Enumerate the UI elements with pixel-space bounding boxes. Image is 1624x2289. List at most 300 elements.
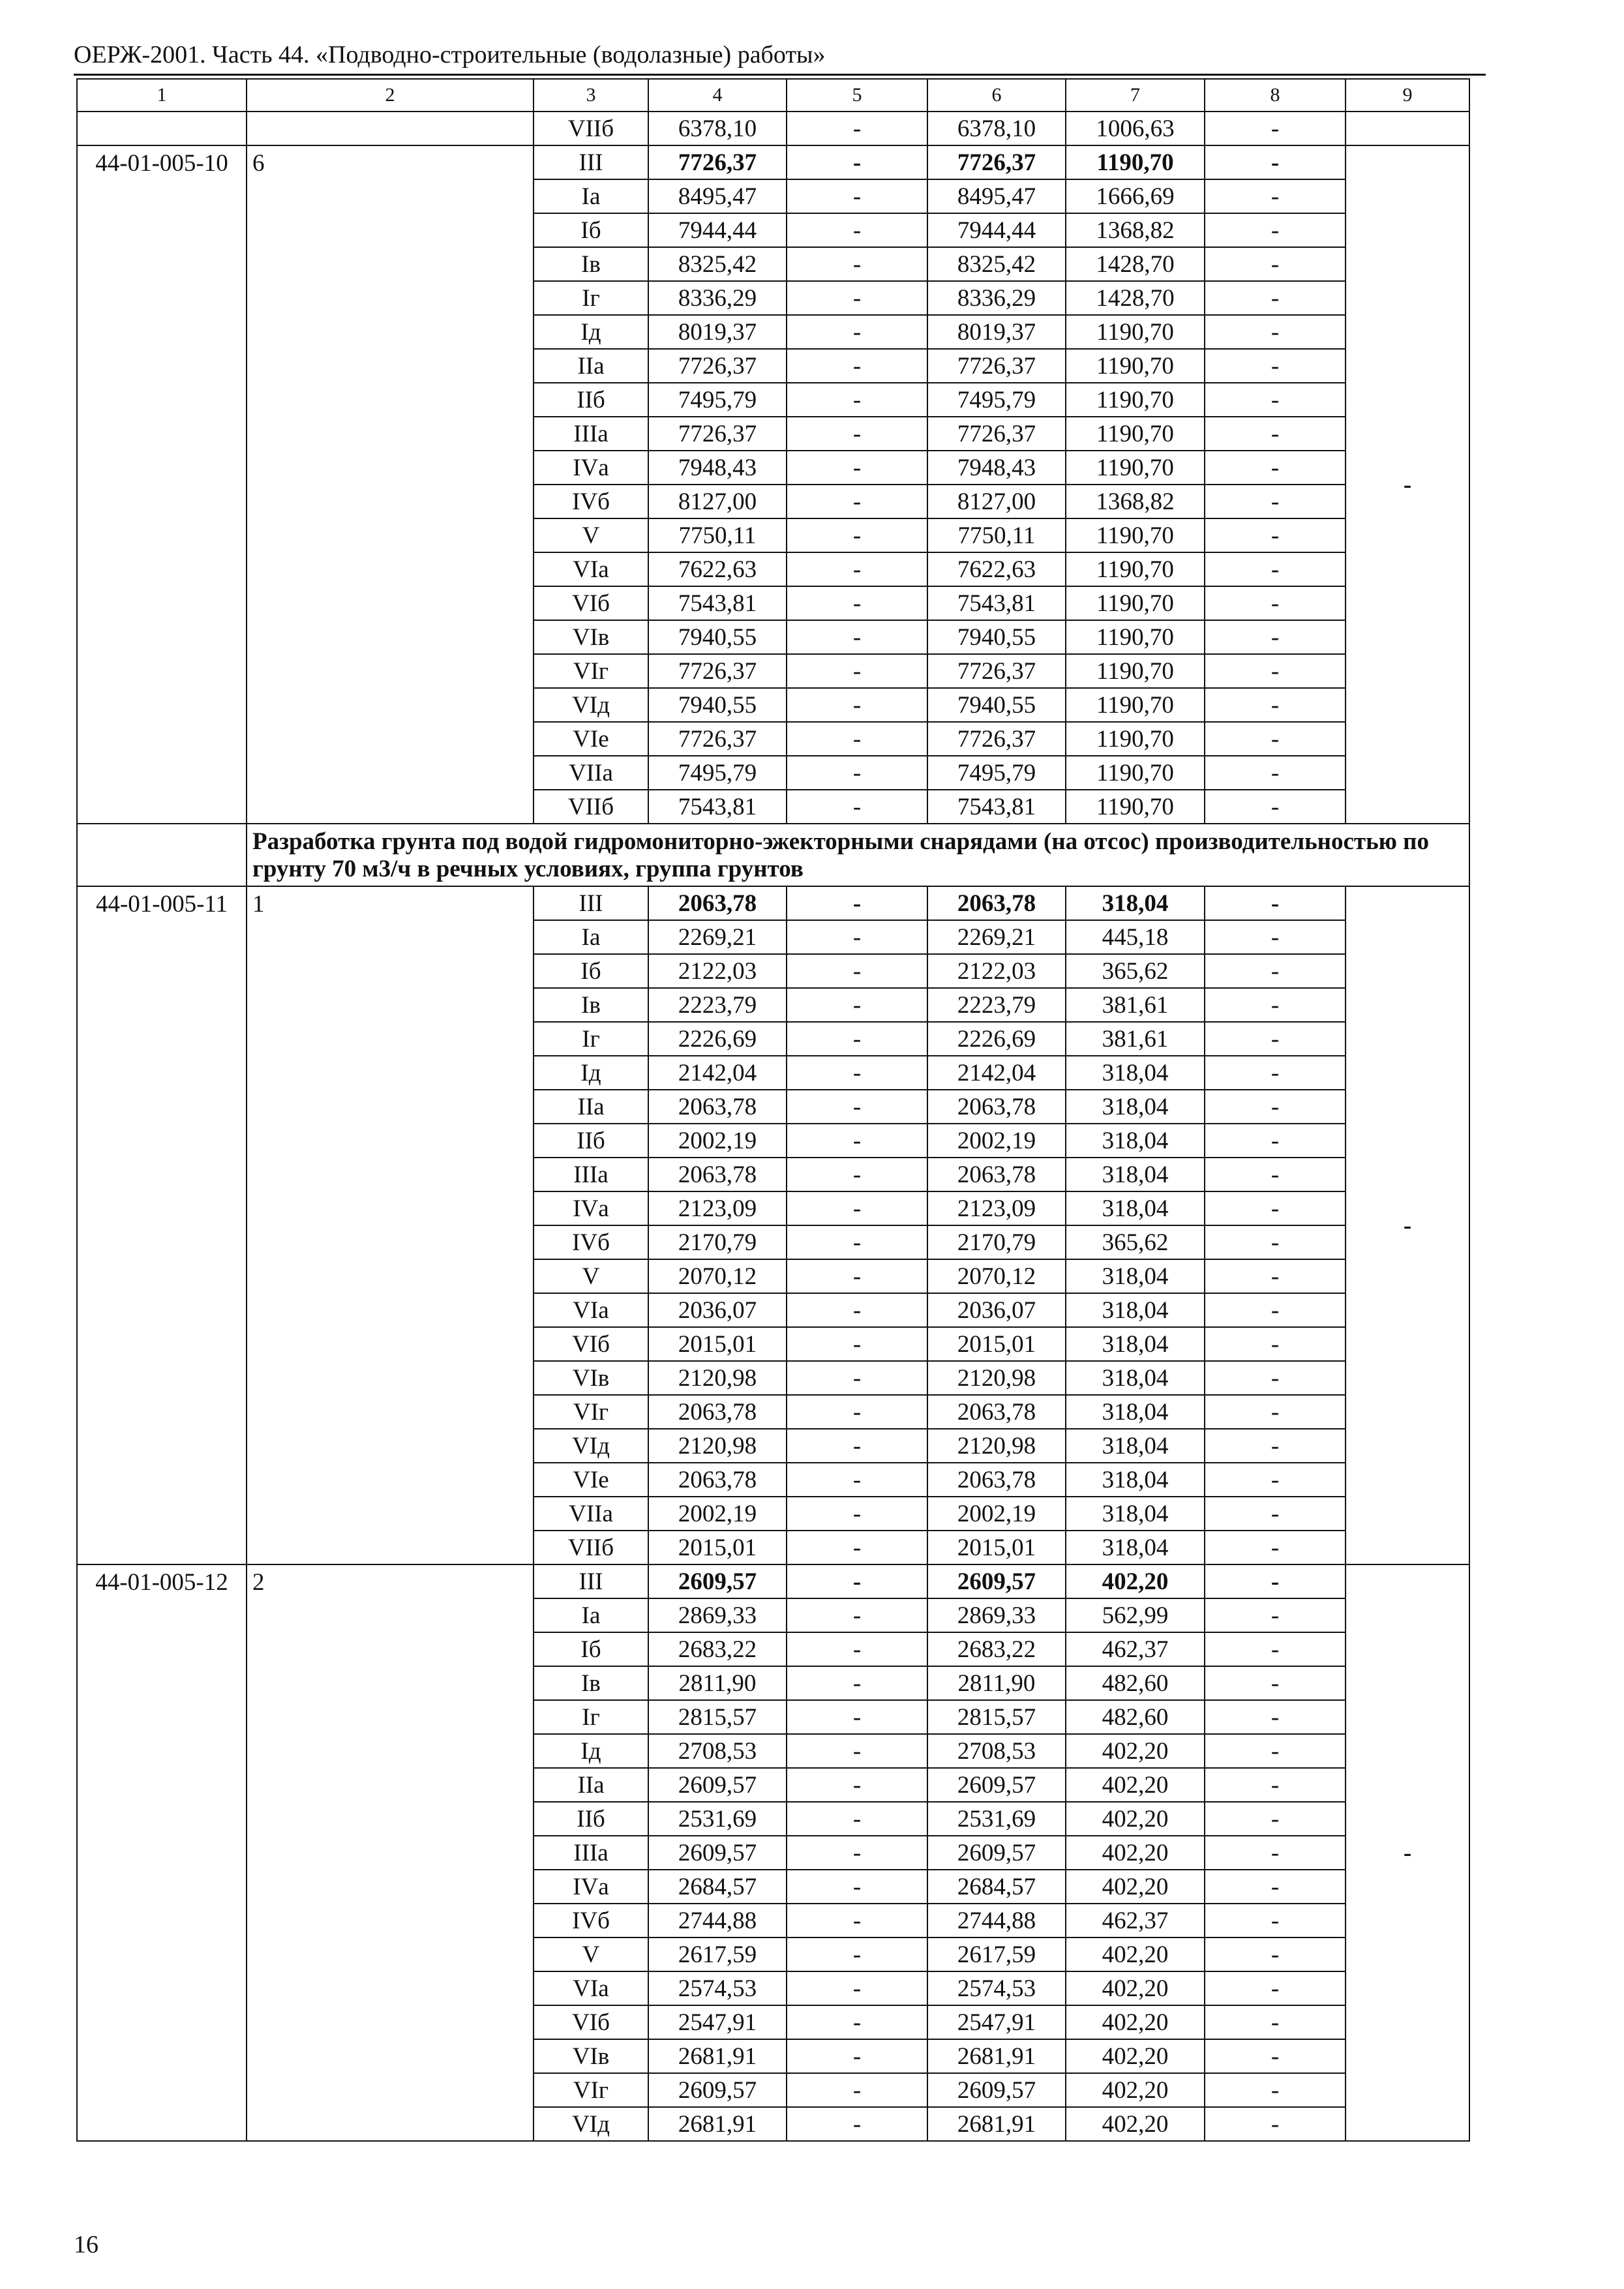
value-cell: - [787, 552, 927, 586]
value-cell: 2609,57 [927, 1836, 1066, 1870]
value-cell: - [1205, 756, 1346, 790]
group-cell: IVб [534, 485, 648, 518]
value-cell: - [1205, 954, 1346, 988]
column-number: 7 [1066, 79, 1205, 112]
value-cell: - [1205, 1124, 1346, 1158]
value-cell: 318,04 [1066, 1191, 1205, 1225]
value-cell: 2609,57 [648, 1836, 787, 1870]
value-cell: - [787, 1632, 927, 1666]
group-cell: VIд [534, 1429, 648, 1463]
value-cell: 402,20 [1066, 1734, 1205, 1768]
value-cell: 318,04 [1066, 1090, 1205, 1124]
value-cell: 2002,19 [648, 1124, 787, 1158]
value-cell: 2123,09 [927, 1191, 1066, 1225]
value-cell: - [1205, 1971, 1346, 2005]
value-cell: - [1205, 2073, 1346, 2107]
value-cell: 2681,91 [648, 2107, 787, 2141]
value-cell: - [787, 1191, 927, 1225]
value-cell: 7543,81 [648, 790, 787, 824]
value-cell: - [1205, 1191, 1346, 1225]
item-count: 6 [247, 145, 534, 824]
value-cell: - [787, 2107, 927, 2141]
value-cell: 2120,98 [648, 1429, 787, 1463]
value-cell: 1190,70 [1066, 552, 1205, 586]
value-cell: 1190,70 [1066, 145, 1205, 179]
group-cell: III [534, 886, 648, 920]
value-cell: - [1205, 2039, 1346, 2073]
value-cell: 2122,03 [927, 954, 1066, 988]
value-cell: - [1205, 1632, 1346, 1666]
section-header-row [77, 824, 1469, 886]
value-cell: - [787, 1598, 927, 1632]
group-cell: Iа [534, 920, 648, 954]
value-cell: - [787, 1734, 927, 1768]
value-cell: 2744,88 [648, 1904, 787, 1937]
value-cell: 2708,53 [648, 1734, 787, 1768]
value-cell: 1368,82 [1066, 213, 1205, 247]
value-cell: 2002,19 [927, 1124, 1066, 1158]
value-cell: - [787, 213, 927, 247]
value-cell: 2063,78 [927, 1463, 1066, 1497]
value-cell: 8019,37 [648, 315, 787, 349]
page-number: 16 [74, 2231, 98, 2258]
value-cell: 402,20 [1066, 1971, 1205, 2005]
value-cell: 1190,70 [1066, 688, 1205, 722]
value-cell: - [1205, 1531, 1346, 1564]
value-cell: 2002,19 [648, 1497, 787, 1531]
description-cell-empty [247, 112, 534, 145]
group-cell: VIб [534, 586, 648, 620]
value-cell: - [1205, 349, 1346, 383]
value-cell: 2063,78 [927, 886, 1066, 920]
value-cell: - [1205, 1734, 1346, 1768]
value-cell: 2036,07 [648, 1293, 787, 1327]
value-cell: - [1205, 485, 1346, 518]
value-cell: - [787, 1870, 927, 1904]
value-cell: 7495,79 [648, 383, 787, 417]
value-cell: 2815,57 [927, 1700, 1066, 1734]
value-cell: 1190,70 [1066, 586, 1205, 620]
value-cell: 562,99 [1066, 1598, 1205, 1632]
value-cell: 2609,57 [648, 1564, 787, 1598]
value-cell: - [787, 1259, 927, 1293]
value-cell: - [1205, 688, 1346, 722]
value-cell: 318,04 [1066, 1293, 1205, 1327]
value-cell: 7940,55 [648, 620, 787, 654]
table-row [77, 1564, 1469, 1598]
column-number: 6 [927, 79, 1066, 112]
value-cell: - [1205, 518, 1346, 552]
value-cell: 2683,22 [927, 1632, 1066, 1666]
value-cell: 2120,98 [927, 1361, 1066, 1395]
value-cell: 7944,44 [648, 213, 787, 247]
value-cell: - [787, 1497, 927, 1531]
value-cell: 2815,57 [648, 1700, 787, 1734]
value-cell: - [1205, 145, 1346, 179]
value-cell: 2547,91 [648, 2005, 787, 2039]
value-cell: 482,60 [1066, 1666, 1205, 1700]
value-cell: - [1346, 886, 1469, 1564]
value-cell: - [1205, 1022, 1346, 1056]
value-cell: 2063,78 [648, 1090, 787, 1124]
value-cell: - [1205, 620, 1346, 654]
value-cell: 1666,69 [1066, 179, 1205, 213]
value-cell: - [1205, 1598, 1346, 1632]
column-number: 1 [77, 79, 247, 112]
group-cell: VIг [534, 1395, 648, 1429]
value-cell: 2070,12 [927, 1259, 1066, 1293]
group-cell: VIIб [534, 112, 648, 145]
value-cell: 7940,55 [648, 688, 787, 722]
value-cell: 2617,59 [648, 1937, 787, 1971]
value-cell: - [787, 1056, 927, 1090]
value-cell: 2609,57 [927, 2073, 1066, 2107]
value-cell: 7948,43 [648, 451, 787, 485]
value-cell: 8336,29 [648, 281, 787, 315]
value-cell: 2170,79 [927, 1225, 1066, 1259]
value-cell: 2002,19 [927, 1497, 1066, 1531]
value-cell: 1190,70 [1066, 722, 1205, 756]
value-cell: 2269,21 [648, 920, 787, 954]
value-cell: - [787, 281, 927, 315]
value-cell: 1190,70 [1066, 620, 1205, 654]
value-cell: - [1205, 1056, 1346, 1090]
value-cell: - [787, 417, 927, 451]
value-cell: - [1205, 451, 1346, 485]
value-cell: - [1205, 790, 1346, 824]
value-cell: - [1205, 1327, 1346, 1361]
value-cell: - [1205, 1259, 1346, 1293]
value-cell: 2123,09 [648, 1191, 787, 1225]
value-cell: - [787, 1937, 927, 1971]
group-cell: Iб [534, 954, 648, 988]
value-cell: 2574,53 [927, 1971, 1066, 2005]
value-cell: 2036,07 [927, 1293, 1066, 1327]
value-cell: - [787, 247, 927, 281]
value-cell: - [1205, 247, 1346, 281]
value-cell: 7726,37 [927, 145, 1066, 179]
value-cell: 2811,90 [927, 1666, 1066, 1700]
value-cell: 1006,63 [1066, 112, 1205, 145]
value-cell: 2684,57 [927, 1870, 1066, 1904]
value-cell: - [1205, 213, 1346, 247]
value-cell: - [1205, 586, 1346, 620]
table-row [77, 112, 1469, 145]
value-cell: 318,04 [1066, 1327, 1205, 1361]
value-cell: - [1205, 1802, 1346, 1836]
value-cell: 2015,01 [927, 1327, 1066, 1361]
group-cell: V [534, 1937, 648, 1971]
value-cell: - [787, 1293, 927, 1327]
value-cell: - [787, 1768, 927, 1802]
value-cell: 2015,01 [927, 1531, 1066, 1564]
group-cell: III [534, 1564, 648, 1598]
value-cell: - [1205, 722, 1346, 756]
value-cell: 2681,91 [927, 2039, 1066, 2073]
value-cell: - [1205, 1395, 1346, 1429]
value-cell: - [1205, 112, 1346, 145]
value-cell: 462,37 [1066, 1632, 1205, 1666]
group-cell: Iв [534, 1666, 648, 1700]
value-cell: 2574,53 [648, 1971, 787, 2005]
value-cell: - [1205, 315, 1346, 349]
value-cell: 1190,70 [1066, 518, 1205, 552]
group-cell: IIб [534, 1802, 648, 1836]
value-cell: - [1205, 1904, 1346, 1937]
value-cell: 2122,03 [648, 954, 787, 988]
value-cell: - [787, 1463, 927, 1497]
group-cell: IVб [534, 1225, 648, 1259]
table-row [77, 145, 1469, 179]
value-cell: - [787, 1327, 927, 1361]
value-cell: 7750,11 [648, 518, 787, 552]
value-cell: - [1205, 1158, 1346, 1191]
price-table [76, 78, 1470, 2142]
value-cell: 318,04 [1066, 1361, 1205, 1395]
item-count: 1 [247, 886, 534, 1564]
group-cell: Iа [534, 179, 648, 213]
value-cell: 318,04 [1066, 1259, 1205, 1293]
group-cell: VIIб [534, 790, 648, 824]
value-cell: 318,04 [1066, 1429, 1205, 1463]
value-cell: - [787, 451, 927, 485]
value-cell: - [1205, 552, 1346, 586]
group-cell: Iб [534, 1632, 648, 1666]
value-cell: - [787, 1802, 927, 1836]
value-cell: 2531,69 [648, 1802, 787, 1836]
value-cell: - [787, 920, 927, 954]
column-number: 2 [247, 79, 534, 112]
column-number: 3 [534, 79, 648, 112]
value-cell: 1190,70 [1066, 756, 1205, 790]
group-cell: VIг [534, 654, 648, 688]
value-cell: 402,20 [1066, 1870, 1205, 1904]
value-cell: - [1205, 1090, 1346, 1124]
value-cell: 2120,98 [927, 1429, 1066, 1463]
group-cell: IIа [534, 1768, 648, 1802]
value-cell: 7948,43 [927, 451, 1066, 485]
value-cell: 381,61 [1066, 988, 1205, 1022]
value-cell: - [787, 654, 927, 688]
group-cell: VIIб [534, 1531, 648, 1564]
group-cell: VIв [534, 620, 648, 654]
value-cell: 2684,57 [648, 1870, 787, 1904]
value-cell: - [1205, 654, 1346, 688]
value-cell: 2811,90 [648, 1666, 787, 1700]
value-cell: - [1205, 1463, 1346, 1497]
value-cell: 8325,42 [648, 247, 787, 281]
value-cell: - [1205, 1429, 1346, 1463]
value-cell: 318,04 [1066, 1463, 1205, 1497]
value-cell: 462,37 [1066, 1904, 1205, 1937]
value-cell: 2063,78 [927, 1090, 1066, 1124]
value-cell: 6378,10 [648, 112, 787, 145]
group-cell: VIв [534, 2039, 648, 2073]
group-cell: VIб [534, 2005, 648, 2039]
value-cell: - [1205, 1666, 1346, 1700]
value-cell: - [787, 112, 927, 145]
value-cell: 2063,78 [648, 1158, 787, 1191]
value-cell: 7726,37 [648, 417, 787, 451]
value-cell: - [787, 1971, 927, 2005]
value-cell: 2547,91 [927, 2005, 1066, 2039]
value-cell: 7622,63 [927, 552, 1066, 586]
group-cell: VIг [534, 2073, 648, 2107]
value-cell: 7940,55 [927, 620, 1066, 654]
value-cell: 2063,78 [648, 1463, 787, 1497]
value-cell: 365,62 [1066, 1225, 1205, 1259]
value-cell: 2170,79 [648, 1225, 787, 1259]
value-cell: 318,04 [1066, 1124, 1205, 1158]
value-cell: 2223,79 [648, 988, 787, 1022]
value-cell: - [787, 383, 927, 417]
value-cell: 7543,81 [648, 586, 787, 620]
value-cell: - [1205, 1293, 1346, 1327]
value-cell: 2681,91 [927, 2107, 1066, 2141]
value-cell: 7726,37 [927, 417, 1066, 451]
value-cell: 7495,79 [927, 756, 1066, 790]
value-cell: 7543,81 [927, 790, 1066, 824]
section-description: Разработка грунта под водой гидромониторно-эжекторными снарядами (на отсос) производительностью по грунту 70 м3/ч в речных условиях, группа грунтов [247, 824, 1469, 886]
value-cell: 2744,88 [927, 1904, 1066, 1937]
value-cell: 6378,10 [927, 112, 1066, 145]
group-cell: IIа [534, 1090, 648, 1124]
code-cell-empty [77, 112, 247, 145]
page-title: ОЕРЖ-2001. Часть 44. «Подводно-строительные (водолазные) работы» [74, 41, 826, 68]
value-cell: 381,61 [1066, 1022, 1205, 1056]
column-number: 8 [1205, 79, 1346, 112]
group-cell: IIIа [534, 1158, 648, 1191]
value-cell: 2617,59 [927, 1937, 1066, 1971]
value-cell: 2869,33 [927, 1598, 1066, 1632]
value-cell: - [1205, 179, 1346, 213]
group-cell: Iг [534, 1022, 648, 1056]
column-number: 4 [648, 79, 787, 112]
value-cell: - [787, 1531, 927, 1564]
value-cell: - [787, 1564, 927, 1598]
group-cell: IIа [534, 349, 648, 383]
column-number: 9 [1346, 79, 1469, 112]
value-cell: 7495,79 [648, 756, 787, 790]
value-cell: 2708,53 [927, 1734, 1066, 1768]
value-cell: - [1205, 383, 1346, 417]
group-cell: IVа [534, 451, 648, 485]
value-cell: 7726,37 [648, 349, 787, 383]
group-cell: V [534, 518, 648, 552]
value-cell: 8495,47 [927, 179, 1066, 213]
value-cell: 7726,37 [927, 654, 1066, 688]
value-cell: - [1205, 1497, 1346, 1531]
group-cell: VIд [534, 688, 648, 722]
value-cell: 402,20 [1066, 1937, 1205, 1971]
value-cell: 8019,37 [927, 315, 1066, 349]
value-cell: 1190,70 [1066, 417, 1205, 451]
group-cell: IIб [534, 1124, 648, 1158]
value-cell: 402,20 [1066, 2039, 1205, 2073]
group-cell: Iд [534, 1734, 648, 1768]
group-cell: Iг [534, 1700, 648, 1734]
group-cell: VIб [534, 1327, 648, 1361]
value-cell: - [787, 179, 927, 213]
value-cell: 2142,04 [648, 1056, 787, 1090]
value-cell: 318,04 [1066, 1497, 1205, 1531]
value-cell: 2269,21 [927, 920, 1066, 954]
value-cell: 1190,70 [1066, 349, 1205, 383]
value-cell: 2063,78 [927, 1395, 1066, 1429]
value-cell: 1190,70 [1066, 654, 1205, 688]
value-cell: - [1205, 2107, 1346, 2141]
group-cell: IVа [534, 1191, 648, 1225]
value-cell: 2609,57 [927, 1768, 1066, 1802]
value-cell: - [1346, 1564, 1469, 2141]
value-cell: 8325,42 [927, 247, 1066, 281]
group-cell: IVа [534, 1870, 648, 1904]
value-cell: 318,04 [1066, 1395, 1205, 1429]
value-cell: 402,20 [1066, 2005, 1205, 2039]
group-cell: VIIа [534, 756, 648, 790]
group-cell: IIIа [534, 1836, 648, 1870]
value-cell: - [787, 1836, 927, 1870]
value-cell: - [787, 518, 927, 552]
value-cell: 7940,55 [927, 688, 1066, 722]
value-cell: - [1205, 1700, 1346, 1734]
value-cell: 1190,70 [1066, 790, 1205, 824]
value-cell: - [787, 688, 927, 722]
value-cell: 7726,37 [927, 349, 1066, 383]
value-cell: 7726,37 [648, 654, 787, 688]
value-cell: - [787, 954, 927, 988]
value-cell-empty [1346, 112, 1469, 145]
group-cell: VIа [534, 552, 648, 586]
value-cell: - [787, 2039, 927, 2073]
group-cell: VIд [534, 2107, 648, 2141]
value-cell: - [787, 485, 927, 518]
value-cell: - [787, 1022, 927, 1056]
value-cell: 1190,70 [1066, 315, 1205, 349]
value-cell: - [787, 145, 927, 179]
value-cell: 2681,91 [648, 2039, 787, 2073]
group-cell: VIа [534, 1293, 648, 1327]
group-cell: Iд [534, 315, 648, 349]
value-cell: 445,18 [1066, 920, 1205, 954]
value-cell: 2015,01 [648, 1531, 787, 1564]
value-cell: - [787, 886, 927, 920]
value-cell: 7726,37 [648, 145, 787, 179]
group-cell: Iб [534, 213, 648, 247]
value-cell: 8127,00 [648, 485, 787, 518]
group-cell: Iд [534, 1056, 648, 1090]
group-cell: IIIа [534, 417, 648, 451]
value-cell: - [1205, 1225, 1346, 1259]
value-cell: 402,20 [1066, 1836, 1205, 1870]
group-cell: VIе [534, 1463, 648, 1497]
value-cell: - [787, 1666, 927, 1700]
value-cell: 482,60 [1066, 1700, 1205, 1734]
value-cell: 2120,98 [648, 1361, 787, 1395]
value-cell: 402,20 [1066, 2073, 1205, 2107]
rate-code: 44-01-005-12 [77, 1564, 247, 2141]
value-cell: - [1205, 417, 1346, 451]
value-cell: 1190,70 [1066, 383, 1205, 417]
value-cell: 8495,47 [648, 179, 787, 213]
value-cell: - [787, 1124, 927, 1158]
value-cell: - [1205, 920, 1346, 954]
value-cell: 318,04 [1066, 1158, 1205, 1191]
value-cell: 8336,29 [927, 281, 1066, 315]
value-cell: 2226,69 [927, 1022, 1066, 1056]
value-cell: - [787, 1158, 927, 1191]
value-cell: - [1205, 1564, 1346, 1598]
